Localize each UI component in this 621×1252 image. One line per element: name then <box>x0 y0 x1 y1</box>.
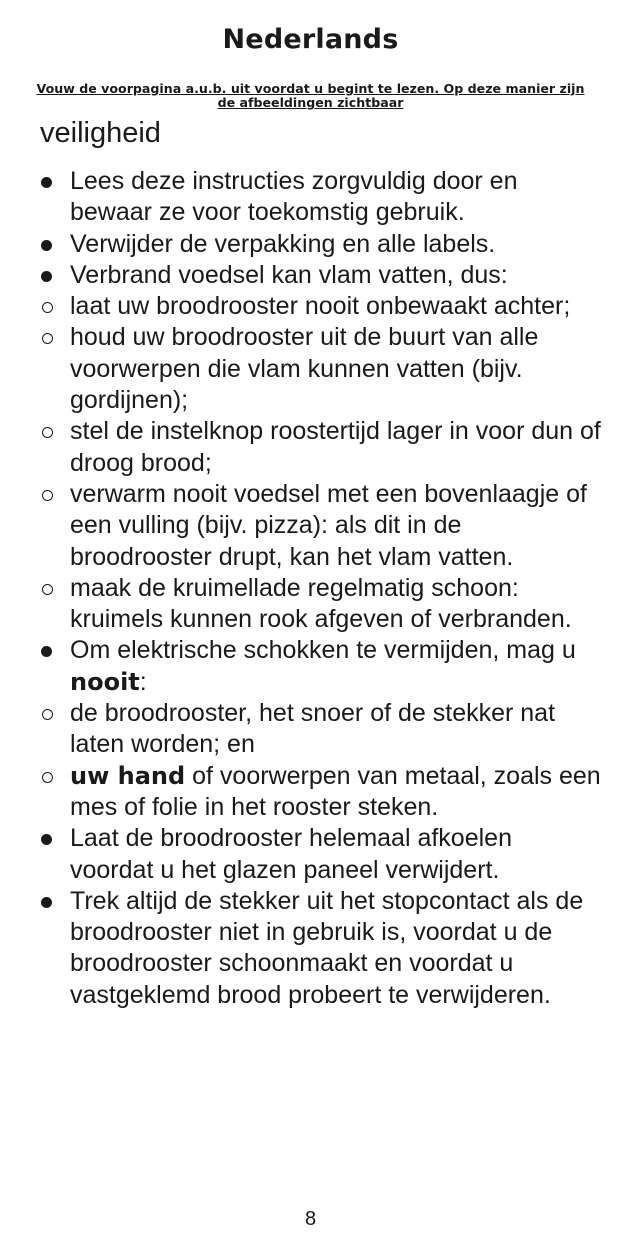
emphasis-text: nooit <box>70 667 140 696</box>
fold-out-notice: Vouw de voorpagina a.u.b. uit voordat u begint te lezen. Op deze manier zijn de afbeeldingen zichtbaar <box>36 81 585 110</box>
list-item <box>0 229 621 260</box>
list-item-text: : <box>139 667 147 696</box>
list-item <box>0 573 621 636</box>
emphasis-text: uw hand <box>70 761 186 790</box>
list-item <box>0 322 621 416</box>
section-heading: veiligheid <box>40 117 161 149</box>
list-item <box>0 698 621 761</box>
list-item <box>0 823 621 886</box>
page-number: 8 <box>304 1208 317 1230</box>
list-item-text: Verwijder de verpakking en alle labels. <box>70 229 496 258</box>
list-item <box>0 416 621 479</box>
list-item <box>0 166 621 229</box>
list-item-text: houd uw broodrooster uit de buurt van alle voorwerpen die vlam kunnen vatten (bijv. gordijnen); <box>70 323 539 415</box>
list-item-text: Trek altijd de stekker uit het stopcontact als de broodrooster niet in gebruik is, voordat u de broodrooster schoonmaakt en voordat u vastgeklemd brood probeert te verwijderen. <box>70 886 584 1009</box>
list-item-text: Om elektrische schokken te vermijden, mag u <box>70 636 576 665</box>
list-item-text: maak de kruimellade regelmatig schoon: kruimels kunnen rook afgeven of verbranden. <box>70 573 572 634</box>
page-title: Nederlands <box>222 24 399 55</box>
list-item-text: verwarm nooit voedsel met een bovenlaagje of een vulling (bijv. pizza): als dit in de broodrooster drupt, kan het vlam vatten. <box>70 479 587 571</box>
list-item <box>0 479 621 573</box>
list-item-text: stel de instelknop roostertijd lager in voor dun of droog brood; <box>70 417 601 477</box>
list-item-text: de broodrooster, het snoer of de stekker nat laten worden; en <box>70 699 556 759</box>
list-item-text: Laat de broodrooster helemaal afkoelen voordat u het glazen paneel verwijdert. <box>70 824 512 884</box>
list-item <box>0 260 621 291</box>
list-item <box>0 761 621 824</box>
list-item <box>0 291 621 322</box>
list-item <box>0 886 621 1011</box>
list-item-text: laat uw broodrooster nooit onbewaakt achter; <box>70 292 571 321</box>
list-item-text: Lees deze instructies zorgvuldig door en bewaar ze voor toekomstig gebruik. <box>70 167 518 227</box>
list-item <box>0 635 621 698</box>
safety-list <box>0 166 621 1011</box>
list-item-text: of voorwerpen van metaal, zoals een mes of folie in het rooster steken. <box>70 761 601 821</box>
list-item-text: Verbrand voedsel kan vlam vatten, dus: <box>70 260 508 289</box>
